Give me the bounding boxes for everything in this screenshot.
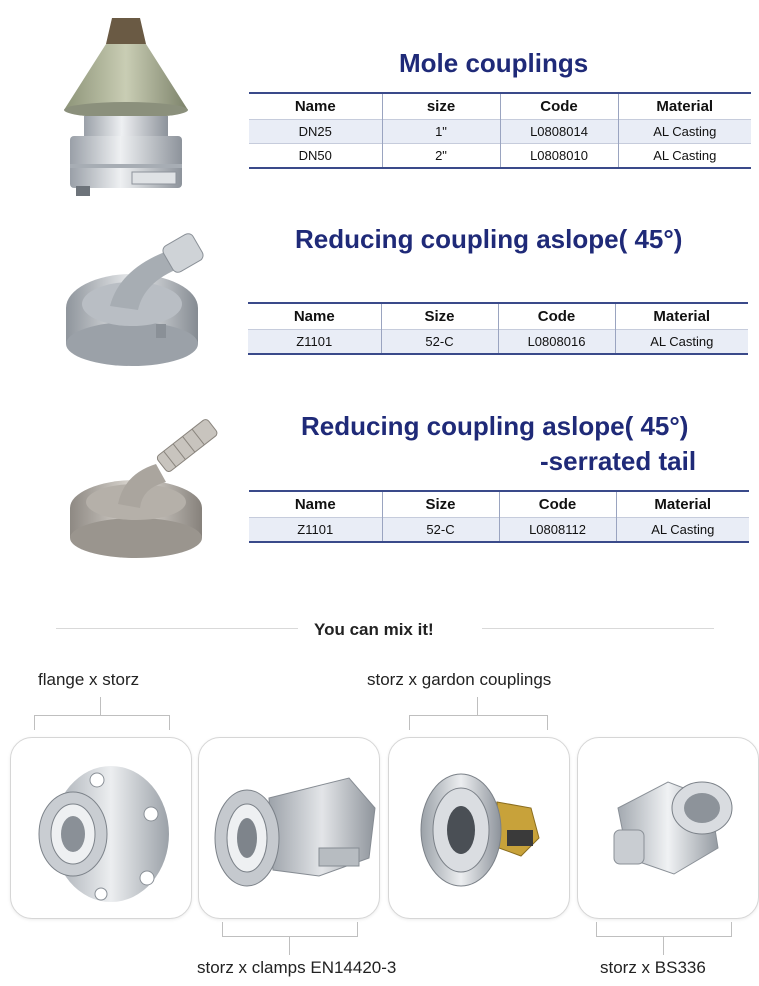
table-row — [248, 330, 748, 355]
col-header-material: Material — [618, 93, 751, 120]
cell-size: 52-C — [381, 330, 498, 355]
product-card-flange-storz — [10, 737, 192, 919]
spec-table-serrated — [249, 490, 749, 543]
bracket-bottom-clamps — [222, 922, 358, 937]
section-title-aslope: Reducing coupling aslope( 45°) — [295, 224, 683, 254]
cell-material: AL Casting — [615, 330, 748, 355]
col-header-code: Code — [499, 491, 616, 518]
cell-name: Z1101 — [249, 518, 382, 543]
col-header-material: Material — [616, 491, 749, 518]
col-header-name: Name — [249, 93, 382, 120]
cell-code: L0808010 — [500, 144, 618, 169]
spec-table-aslope — [248, 302, 748, 355]
bracket-stem — [663, 937, 664, 955]
mole-coupling-image — [62, 14, 190, 204]
bracket-top-gardon — [409, 715, 548, 730]
label-flange-storz: flange x storz — [38, 670, 140, 689]
flange-storz-image — [11, 738, 191, 918]
label-storz-clamps: storz x clamps EN14420-3 — [197, 958, 397, 977]
spec-table-mole — [249, 92, 751, 169]
product-card-storz-clamps — [198, 737, 380, 919]
cell-size: 2" — [382, 144, 500, 169]
cell-code: L0808112 — [499, 518, 616, 543]
cell-material: AL Casting — [618, 144, 751, 169]
divider-left — [56, 628, 298, 629]
bracket-stem — [289, 937, 290, 955]
divider-right — [482, 628, 714, 629]
table-row — [249, 144, 751, 169]
reducing-coupling-image — [60, 228, 210, 376]
cell-size: 52-C — [382, 518, 499, 543]
storz-clamps-image — [199, 738, 379, 918]
serrated-coupling-image — [64, 412, 224, 564]
label-storz-bs336: storz x BS336 — [600, 958, 706, 977]
col-header-material: Material — [615, 303, 748, 330]
col-header-size: size — [382, 93, 500, 120]
cell-material: AL Casting — [616, 518, 749, 543]
col-header-code: Code — [498, 303, 615, 330]
cell-size: 1" — [382, 120, 500, 144]
storz-bs336-image — [578, 738, 758, 918]
col-header-size: Size — [381, 303, 498, 330]
bracket-top-flange — [34, 715, 170, 730]
section-title-serrated-line1: Reducing coupling aslope( 45°) — [301, 411, 689, 441]
col-header-name: Name — [248, 303, 381, 330]
bracket-bottom-bs336 — [596, 922, 732, 937]
section-title-serrated-line2: -serrated tail — [540, 446, 697, 476]
storz-gardon-image — [389, 738, 569, 918]
table-row — [249, 518, 749, 543]
product-card-storz-gardon — [388, 737, 570, 919]
col-header-code: Code — [500, 93, 618, 120]
bracket-stem — [100, 697, 101, 715]
label-storz-gardon: storz x gardon couplings — [367, 670, 552, 689]
cell-material: AL Casting — [618, 120, 751, 144]
section-title-mole: Mole couplings — [399, 48, 589, 78]
cell-name: DN25 — [249, 120, 382, 144]
product-card-storz-bs336 — [577, 737, 759, 919]
col-header-size: Size — [382, 491, 499, 518]
cell-name: DN50 — [249, 144, 382, 169]
mix-heading: You can mix it! — [314, 620, 434, 639]
table-row — [249, 120, 751, 144]
col-header-name: Name — [249, 491, 382, 518]
cell-code: L0808014 — [500, 120, 618, 144]
bracket-stem — [477, 697, 478, 715]
cell-name: Z1101 — [248, 330, 381, 355]
cell-code: L0808016 — [498, 330, 615, 355]
